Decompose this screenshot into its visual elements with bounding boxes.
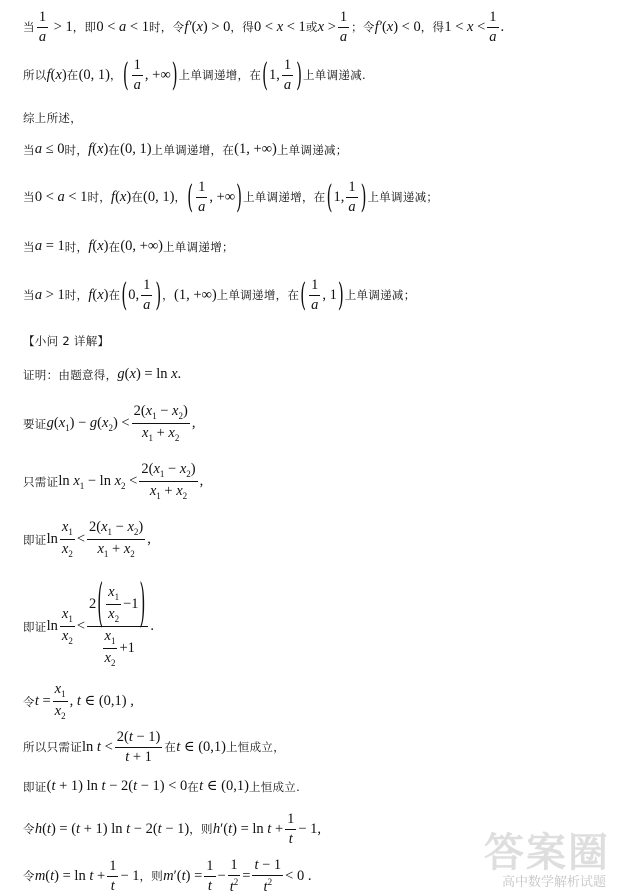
text: 上单调递减； <box>276 142 348 157</box>
fraction: $\frac{1}{a}$ <box>489 9 497 45</box>
text: ， <box>110 68 122 82</box>
text: ， <box>174 190 187 204</box>
text-line-10: 要证 $g(x_1) - g(x_2)$ < $\frac{2(x_1 - x_2)}{x_1 + x_2}$ , <box>23 403 196 443</box>
text: ，即 <box>72 20 97 34</box>
text: 上恒成立， <box>226 740 285 754</box>
text: ，则 <box>139 869 164 883</box>
text: 令 <box>23 869 35 883</box>
text: 当 <box>23 288 35 302</box>
text-line-2: 所以 f(x) 在 (0, 1) ， ( $\frac{1}{a}$ , +∞ ) 上单调递增，在 ( 1, $\frac{1}{a}$ ) 上单调递减. <box>23 56 366 94</box>
text: 时， <box>64 288 89 302</box>
text: 或 <box>305 20 318 34</box>
text: 在 <box>108 288 121 302</box>
text-line-4: 当 a ≤ 0 时， f(x) 在 (0, 1) 上单调递增，在 (1, +∞) 上单调递减； <box>23 141 348 157</box>
text: 上单调递增，在 <box>242 190 326 204</box>
text: ，则 <box>189 822 213 836</box>
text: 上单调递减； <box>344 288 416 302</box>
text: 上单调递增； <box>163 239 234 254</box>
text-line-15: 所以只需证 ln t < $\frac{2(t - 1)}{t + 1}$ 在 t ∈ (0,1) 上恒成立， <box>23 729 285 765</box>
text-line-5: 当 0 < a < 1 时， f(x) 在 (0, 1) ， ( $\frac{1}{a}$ , +∞ ) 上单调递增，在 ( 1, $\frac{1}{a}$ ) 上单调递减； <box>23 178 439 216</box>
text: 综上所述， <box>23 111 82 125</box>
text: 上单调递增，在 <box>216 288 300 302</box>
fraction: $\frac{1}{a}$ <box>38 9 47 45</box>
text: 时，令 <box>148 20 185 34</box>
text: 当 <box>23 20 35 34</box>
text-line-13: 即证 ln $\frac{x_1}{x_2}$ < 2 ( $\frac{x_1}{x_2}$ −1 ) $\frac{x_1}{x_2}$ +1 . <box>23 572 154 668</box>
text: ；令 <box>351 20 375 34</box>
text-line-18: 令 m(t) = ln t + $\frac{1}{t}$ − 1 ，则 m′(t) = $\frac{1}{t}$ − $\frac{1}{t^2}$ = $\frac{t - 1}{t^2}$ < 0 . <box>23 857 312 895</box>
text: 即证 <box>23 619 47 634</box>
text: 【小问 2 详解】 <box>23 334 110 348</box>
section-heading <box>23 333 608 349</box>
text: 在 <box>66 68 79 82</box>
text: 时， <box>87 190 112 204</box>
text: 时， <box>64 239 89 254</box>
text: 令 <box>23 694 35 709</box>
text: 当 <box>23 239 35 254</box>
text: 在 <box>164 740 177 754</box>
text: 在 <box>131 190 144 204</box>
text-line-3 <box>23 110 608 126</box>
text: 上单调递减； <box>367 190 439 204</box>
text: 在 <box>108 239 121 254</box>
text-line-14: 令 t = $\frac{x_1}{x_2}$ , t ∈ (0,1) , <box>23 681 134 721</box>
text: 令 <box>23 822 35 836</box>
text-line-11: 只需证 $\ln x_1 - \ln x_2$ < $\frac{2(x_1 - x_2)}{x_1 + x_2}$ , <box>23 461 204 501</box>
text-line-16: 即证 (t + 1) ln t − 2(t − 1) < 0 在 t ∈ (0,1) 上恒成立. <box>23 778 301 794</box>
text: ，得 <box>230 20 254 34</box>
text: 当 <box>23 190 35 204</box>
text: 证明：由题意得， <box>23 367 118 382</box>
watermark-caption: 高中数学解析试题 <box>501 875 606 890</box>
text: 在 <box>108 142 121 157</box>
text-line-17: 令 h(t) = (t + 1) ln t − 2(t − 1) ，则 h′(t) = ln t + $\frac{1}{t}$ − 1, <box>23 811 322 847</box>
fraction: $\frac{1}{a}$ <box>339 9 348 45</box>
text: 上单调递增，在 <box>178 68 262 82</box>
text-line-6: 当 a = 1 时， f(x) 在 (0, +∞) 上单调递增； <box>23 238 234 254</box>
text: 上单调递减. <box>303 68 366 82</box>
text-line-12: 即证 ln $\frac{x_1}{x_2}$ < $\frac{2(x_1 - x_2)}{x_1 + x_2}$ , <box>23 519 151 559</box>
text: 所以只需证 <box>23 740 82 754</box>
text: 时， <box>64 142 89 157</box>
watermark-logo: 答案圈 <box>484 830 610 876</box>
text-line-9: 证明：由题意得， g(x) = ln x . <box>23 366 182 382</box>
text: 只需证 <box>23 474 59 489</box>
text-line-7: 当 a > 1 时， f(x) 在 ( 0, $\frac{1}{a}$ ) ， (1, +∞) 上单调递增，在 ( $\frac{1}{a}$ , 1 ) 上单调递减； <box>23 276 416 314</box>
text-line-1: 当 $\frac{1}{a}$ > 1 ，即 0 < a < 1 时，令 f′ (x) > 0 ，得 0 < x < 1 或 x > $\frac{1}{a}$ ；令 f′ (x) < 0 ，得 1 < x < $\frac{1}{a}$ . <box>23 9 505 45</box>
text: 当 <box>23 142 35 157</box>
text: 上恒成立. <box>248 779 301 794</box>
text: 所以 <box>23 68 47 82</box>
text: ，得 <box>420 20 445 34</box>
text: 在 <box>187 779 200 794</box>
text: 即证 <box>23 779 47 794</box>
text: 上单调递增，在 <box>151 142 235 157</box>
text: 要证 <box>23 416 47 431</box>
text: 即证 <box>23 532 47 547</box>
text: ， <box>162 288 174 302</box>
